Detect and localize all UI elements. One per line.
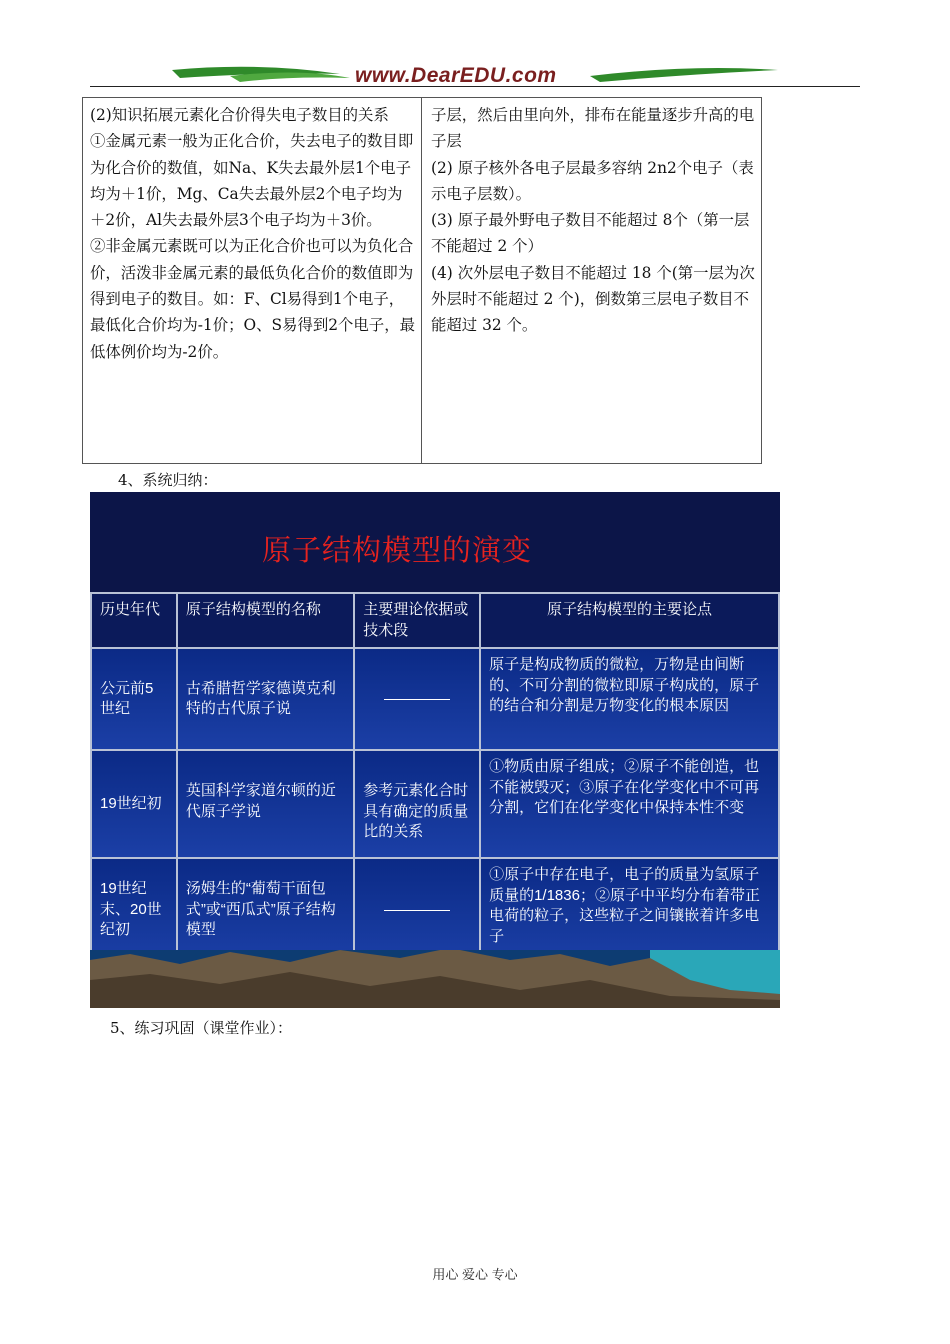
basis-cell: 参考元素化合时具有确定的质量比的关系: [354, 750, 480, 858]
header-cell: 原子结构模型的名称: [177, 593, 354, 648]
model-name-cell: 英国科学家道尔顿的近代原子学说: [177, 750, 354, 858]
atomic-model-slide: [90, 492, 780, 1008]
left-paragraph: ②非金属元素既可以为正化合价也可以为负化合价，活泼非金属元素的最低负化合价的数值即为得到电子的数目。如：F、Cl易得到1个电子，最低化合价均为-1价；O、S易得到2个电子，最低体例价均为-2价。: [90, 237, 415, 361]
dash-line: [384, 910, 450, 911]
header-rule: [90, 86, 860, 87]
right-paragraph: (3) 原子最外野电子数目不能超过 8个（第一层不能超过 2 个）: [431, 211, 750, 256]
header-cell: 主要理论依据或技术段: [354, 593, 480, 648]
right-paragraph: 子层，然后由里向外，排布在能量逐步升高的电子层: [431, 106, 755, 151]
basis-cell: [354, 858, 480, 962]
atomic-model-table: [90, 592, 780, 963]
model-name-cell: 汤姆生的“葡萄干面包式”或“西瓜式”原子结构模型: [177, 858, 354, 962]
green-swoosh-right: [590, 68, 778, 82]
slide-title-bar: [90, 492, 780, 592]
table-header-row: [91, 593, 779, 648]
knowledge-left-column: [83, 98, 422, 463]
header-cell: 历史年代: [91, 593, 177, 648]
right-paragraph: (2) 原子核外各电子层最多容纳 2n2个电子（表示电子层数）。: [431, 158, 754, 203]
table-row: [91, 750, 779, 858]
knowledge-table: [82, 97, 762, 464]
era-cell: 19世纪末、20世纪初: [91, 858, 177, 962]
table-row: [91, 858, 779, 962]
left-paragraph: ①金属元素一般为正化合价，失去电子的数目即为化合价的数值，如Na、K失去最外层1个电子均为＋1价，Mg、Ca失去最外层2个电子均为＋2价，Al失去最外层3个电子均为＋3价。: [90, 132, 414, 230]
site-logo: www.DearEDU.com: [355, 64, 557, 87]
era-cell: 19世纪初: [91, 750, 177, 858]
era-cell: 公元前5世纪: [91, 648, 177, 750]
points-cell: ①物质由原子组成；②原子不能创造，也不能被毁灭；③原子在化学变化中不可再分割，它们在化学变化中保持本性不变: [480, 750, 779, 858]
knowledge-right-column: [422, 98, 761, 463]
left-paragraph: (2)知识拓展元素化合价得失电子数目的关系: [90, 106, 389, 124]
mountain-scenery: [90, 950, 780, 1008]
basis-cell: [354, 648, 480, 750]
section-4-title: 4、系统归纳：: [118, 471, 218, 489]
points-cell: 原子是构成物质的微粒，万物是由间断的、不可分割的微粒即原子构成的，原子的结合和分割是万物变化的根本原因: [480, 648, 779, 750]
slide-title: 原子结构模型的演变: [262, 535, 533, 567]
header-cell: 原子结构模型的主要论点: [480, 593, 779, 648]
right-paragraph: (4) 次外层电子数目不能超过 18 个(第一层为次外层时不能超过 2 个)，倒数第三层电子数目不能超过 32 个。: [431, 263, 755, 335]
page-footer: 用心 爱心 专心: [432, 1267, 518, 1282]
table-row: [91, 648, 779, 750]
dash-line: [384, 699, 450, 700]
points-cell: ①原子中存在电子，电子的质量为氢原子质量的1/1836；②原子中平均分布着带正电荷的粒子，这些粒子之间镶嵌着许多电子: [480, 858, 779, 962]
model-name-cell: 古希腊哲学家德谟克利特的古代原子说: [177, 648, 354, 750]
section-5-title: 5、练习巩固（课堂作业）：: [110, 1019, 293, 1037]
